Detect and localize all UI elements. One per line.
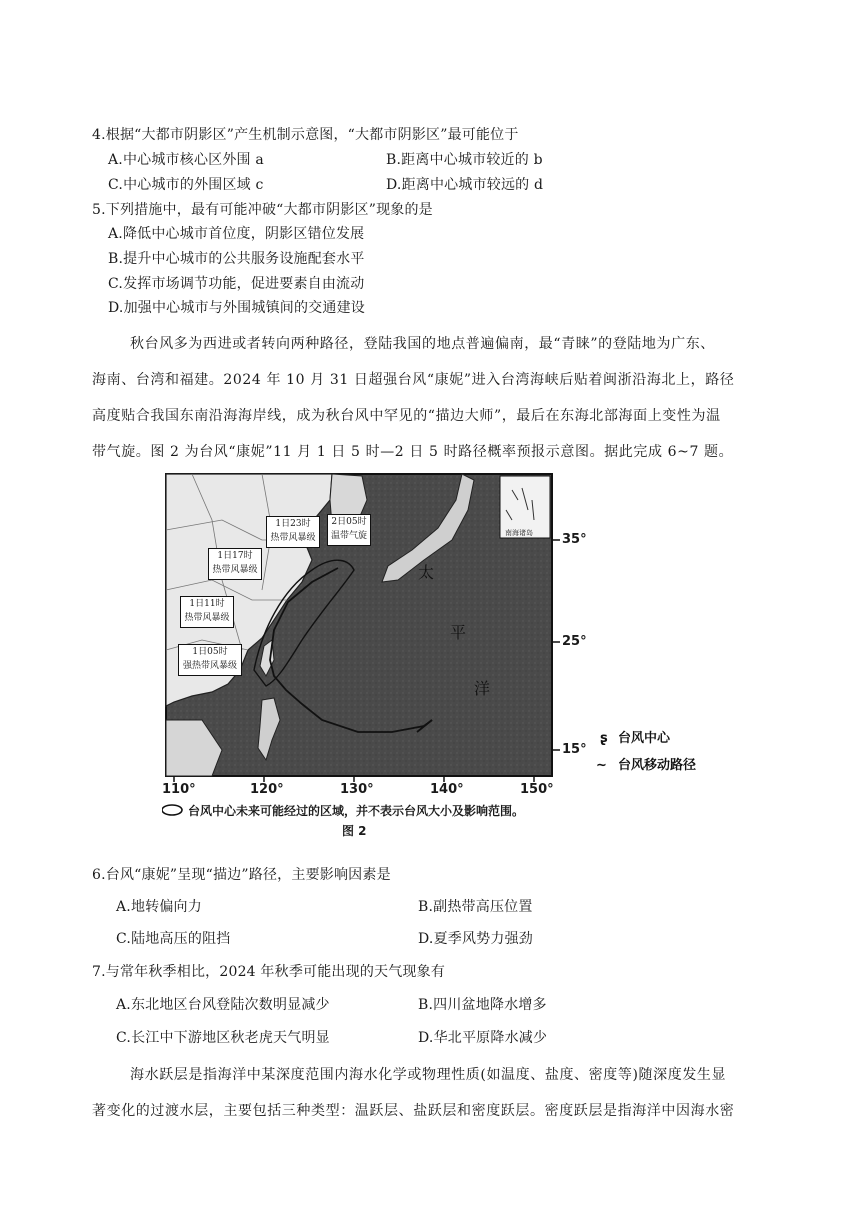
lat-label-25: 25°: [562, 634, 587, 649]
question-7-stem: 7.与常年秋季相比，2024 年秋季可能出现的天气现象有: [92, 964, 446, 980]
question-6-option-d: D.夏季风势力强劲: [418, 931, 533, 947]
inset-label: 南海诸岛: [505, 529, 533, 537]
question-4-stem: 4.根据“大都市阴影区”产生机制示意图，“大都市阴影区”最可能位于: [92, 127, 519, 143]
lon-label-120: 120°: [250, 782, 284, 797]
ocean-label-1: 太: [418, 563, 435, 582]
legend-center-row: [600, 727, 670, 746]
question-4-option-d: D.距离中心城市较远的 d: [386, 177, 544, 193]
callout-time: 1日05时: [192, 647, 228, 657]
question-7-option-b: B.四川盆地降水增多: [418, 997, 547, 1013]
legend-path-row: [596, 754, 696, 773]
question-7-option-a: A.东北地区台风登陆次数明显减少: [116, 997, 330, 1013]
question-6-option-c: C.陆地高压的阻挡: [116, 931, 231, 947]
callout-1day-05h: [178, 644, 242, 676]
passage-1-line-1: 秋台风多为西进或者转向两种路径，登陆我国的地点普遍偏南，最“青睐”的登陆地为广东、: [130, 336, 715, 352]
question-5-option-b: B.提升中心城市的公共服务设施配套水平: [108, 251, 365, 267]
lon-label-130: 130°: [340, 782, 374, 797]
question-4-option-b: B.距离中心城市较近的 b: [386, 152, 543, 168]
question-5-option-c: C.发挥市场调节功能，促进要素自由流动: [108, 276, 365, 292]
passage-2-line-2: 著变化的过渡水层，主要包括三种类型：温跃层、盐跃层和密度跃层。密度跃层是指海洋中因海水密: [92, 1103, 735, 1119]
question-6-option-a: A.地转偏向力: [116, 899, 202, 915]
callout-time: 1日17时: [217, 551, 253, 561]
question-5-option-d: D.加强中心城市与外围城镇间的交通建设: [108, 300, 365, 316]
lon-label-150: 150°: [520, 782, 554, 797]
lon-label-140: 140°: [430, 782, 464, 797]
question-7-option-d: D.华北平原降水减少: [418, 1030, 548, 1046]
callout-level: 强热带风暴级: [182, 661, 237, 671]
callout-level: 温带气旋: [330, 531, 367, 541]
callout-2day-05h: [327, 514, 371, 546]
passage-1-line-2: 海南、台湾和福建。2024 年 10 月 31 日超强台风“康妮”进入台湾海峡后贴着闽浙沿海北上，路径: [92, 372, 735, 388]
typhoon-symbol-icon: ʂ: [600, 731, 608, 746]
passage-2-line-1: 海水跃层是指海洋中某深度范围内海水化学或物理性质(如温度、盐度、密度等)随深度发生显: [130, 1067, 727, 1083]
callout-time: 1日11时: [189, 599, 225, 609]
lon-label-110: 110°: [162, 782, 196, 797]
callout-level: 热带风暴级: [212, 565, 258, 575]
question-5-stem: 5.下列措施中，最有可能冲破“大都市阴影区”现象的是: [92, 202, 433, 218]
typhoon-path-map: [162, 470, 610, 840]
passage-1-line-4: 带气旋。图 2 为台风“康妮”11 月 1 日 5 时—2 日 5 时路径概率预报示意图。据此完成 6~7 题。: [92, 444, 734, 460]
callout-level: 热带风暴级: [184, 613, 230, 623]
question-7-option-c: C.长江中下游地区秋老虎天气明显: [116, 1030, 330, 1046]
legend-path-label: 台风移动路径: [618, 758, 697, 773]
question-4-option-c: C.中心城市的外围区域 c: [108, 177, 264, 193]
passage-1-line-3: 高度贴合我国东南沿海海岸线，成为秋台风中罕见的“描边大师”，最后在东海北部海面上变性为温: [92, 408, 721, 424]
ocean-label-3: 洋: [474, 679, 491, 698]
question-4-option-a: A.中心城市核心区外围 a: [108, 152, 264, 168]
question-6-option-b: B.副热带高压位置: [418, 899, 533, 915]
callout-1day-23h: [266, 516, 320, 548]
question-5-option-a: A.降低中心城市首位度，阴影区错位发展: [108, 226, 365, 242]
callout-time: 2日05时: [331, 517, 367, 527]
callout-level: 热带风暴级: [270, 533, 316, 543]
lat-label-35: 35°: [562, 532, 587, 547]
lat-label-15: 15°: [562, 742, 587, 757]
path-line-icon: ∼: [596, 758, 607, 773]
figure-label: 图 2: [342, 824, 367, 838]
callout-1day-11h: [180, 596, 234, 628]
legend-center-label: 台风中心: [618, 731, 671, 746]
area-note: 台风中心未来可能经过的区域，并不表示台风大小及影响范围。: [188, 804, 525, 818]
question-6-stem: 6.台风“康妮”呈现“描边”路径，主要影响因素是: [92, 867, 391, 883]
ocean-label-2: 平: [450, 623, 467, 642]
callout-1day-17h: [208, 548, 262, 580]
callout-time: 1日23时: [275, 519, 311, 529]
